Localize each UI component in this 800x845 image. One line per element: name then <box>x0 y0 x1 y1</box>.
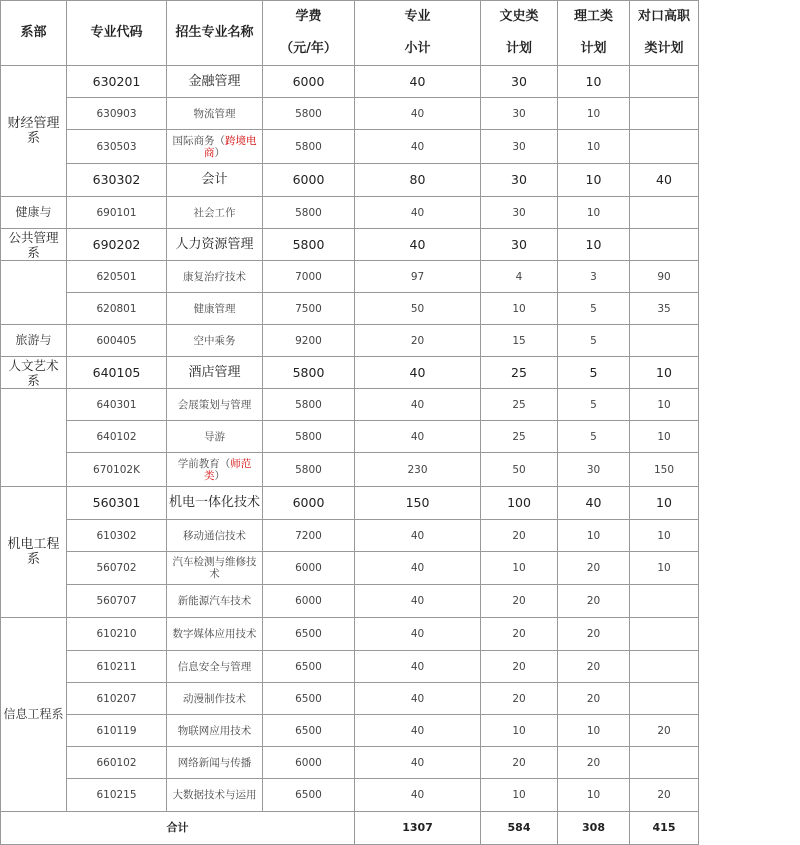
cell-code: 560301 <box>67 487 167 520</box>
cell-code: 610119 <box>67 715 167 747</box>
cell-arts: 20 <box>481 747 558 779</box>
cell-subtotal: 40 <box>355 779 481 812</box>
table-row <box>1 98 699 130</box>
cell-sci: 10 <box>558 229 630 261</box>
name-text: 动漫制作技术 <box>183 692 246 705</box>
cell-name <box>167 357 263 389</box>
header-dept: 系部 <box>1 1 67 66</box>
name-text: 物联网应用技术 <box>177 724 252 737</box>
cell-vocational: 150 <box>630 453 699 487</box>
cell-vocational: 90 <box>630 261 699 293</box>
name-text: 信息安全与管理 <box>177 660 252 673</box>
cell-name <box>167 520 263 552</box>
cell-arts: 20 <box>481 683 558 715</box>
cell-fee: 5800 <box>263 389 355 421</box>
cell-name <box>167 130 263 164</box>
dept-tourism-line2 <box>1 357 67 389</box>
name-text: 会展策划与管理 <box>177 398 252 411</box>
cell-vocational: 40 <box>630 164 699 197</box>
cell-code: 630302 <box>67 164 167 197</box>
cell-fee: 5800 <box>263 229 355 261</box>
cell-vocational: 10 <box>630 421 699 453</box>
cell-vocational <box>630 651 699 683</box>
dept-finance <box>1 66 67 197</box>
cell-subtotal: 40 <box>355 66 481 98</box>
header-vocational-line1: 对口高职 <box>637 9 690 24</box>
cell-fee: 6000 <box>263 487 355 520</box>
cell-subtotal: 40 <box>355 618 481 651</box>
name-text: 酒店管理 <box>188 364 241 380</box>
table-row <box>1 585 699 618</box>
cell-subtotal: 40 <box>355 747 481 779</box>
cell-subtotal: 40 <box>355 552 481 585</box>
cell-vocational <box>630 683 699 715</box>
cell-sci: 10 <box>558 164 630 197</box>
cell-arts: 100 <box>481 487 558 520</box>
cell-vocational: 10 <box>630 487 699 520</box>
name-text: 人力资源管理 <box>175 236 254 252</box>
name-text: 金融管理 <box>188 73 241 89</box>
name-text: 康复治疗技术 <box>183 270 246 283</box>
cell-code: 690202 <box>67 229 167 261</box>
cell-fee: 6000 <box>263 66 355 98</box>
cell-vocational: 10 <box>630 357 699 389</box>
cell-subtotal: 50 <box>355 293 481 325</box>
cell-code: 640105 <box>67 357 167 389</box>
cell-sci: 10 <box>558 520 630 552</box>
cell-sci: 20 <box>558 552 630 585</box>
header-subtotal-line1: 专业 <box>404 9 431 24</box>
table-row <box>1 261 699 293</box>
cell-fee: 6000 <box>263 164 355 197</box>
dept-health-line2 <box>1 229 67 261</box>
cell-arts: 20 <box>481 618 558 651</box>
name-text: 空中乘务 <box>193 334 236 347</box>
cell-fee: 7200 <box>263 520 355 552</box>
table-row <box>1 651 699 683</box>
cell-subtotal: 97 <box>355 261 481 293</box>
cell-code: 620501 <box>67 261 167 293</box>
header-arts-line2: 计划 <box>505 41 532 56</box>
cell-arts: 25 <box>481 389 558 421</box>
cell-name <box>167 779 263 812</box>
table-row <box>1 229 699 261</box>
dept-health-line1 <box>1 197 67 229</box>
cell-subtotal: 230 <box>355 453 481 487</box>
dept-tourism-line1 <box>1 325 67 357</box>
dept-label: 公共管理系 <box>8 229 59 260</box>
table-row <box>1 421 699 453</box>
cell-name <box>167 98 263 130</box>
cell-code: 610215 <box>67 779 167 812</box>
cell-sci: 10 <box>558 130 630 164</box>
header-code: 专业代码 <box>67 1 167 66</box>
cell-code: 560707 <box>67 585 167 618</box>
cell-arts: 25 <box>481 421 558 453</box>
name-text: 学前教育（ <box>177 457 231 470</box>
cell-name <box>167 618 263 651</box>
cell-subtotal: 40 <box>355 421 481 453</box>
table-row <box>1 487 699 520</box>
cell-subtotal: 40 <box>355 715 481 747</box>
cell-fee: 7000 <box>263 261 355 293</box>
cell-sci: 10 <box>558 779 630 812</box>
cell-name <box>167 389 263 421</box>
table-row <box>1 325 699 357</box>
cell-sci: 5 <box>558 389 630 421</box>
table-row <box>1 779 699 812</box>
name-text: 导游 <box>204 430 225 443</box>
cell-vocational <box>630 98 699 130</box>
cell-fee: 5800 <box>263 453 355 487</box>
dept-label: 信息工程系 <box>3 707 64 721</box>
header-sci-line2: 计划 <box>580 41 607 56</box>
name-text: 健康管理 <box>193 302 236 315</box>
name-text: 移动通信技术 <box>183 529 246 542</box>
dept-label: 财经管理系 <box>7 116 60 146</box>
cell-code: 670102K <box>67 453 167 487</box>
name-text: 汽车检测与维修技术 <box>172 556 257 580</box>
dept-label: 人文艺术系 <box>8 357 59 388</box>
header-row <box>1 1 699 66</box>
header-arts <box>481 1 558 66</box>
header-sci-line1: 理工类 <box>573 9 613 24</box>
cell-arts: 4 <box>481 261 558 293</box>
cell-code: 610302 <box>67 520 167 552</box>
cell-code: 660102 <box>67 747 167 779</box>
cell-arts: 25 <box>481 357 558 389</box>
header-subtotal-line2: 小计 <box>404 41 431 56</box>
cell-subtotal: 40 <box>355 683 481 715</box>
name-text: 机电一体化技术 <box>169 495 261 510</box>
cell-sci: 10 <box>558 197 630 229</box>
cell-sci: 5 <box>558 357 630 389</box>
cell-arts: 10 <box>481 293 558 325</box>
header-fee-line2: （元/年） <box>280 41 337 56</box>
table-row <box>1 164 699 197</box>
cell-code: 630903 <box>67 98 167 130</box>
cell-arts: 30 <box>481 164 558 197</box>
cell-vocational <box>630 618 699 651</box>
cell-subtotal: 40 <box>355 130 481 164</box>
name-text: 大数据技术与运用 <box>172 789 257 801</box>
name-text: 社会工作 <box>193 206 236 219</box>
cell-vocational <box>630 585 699 618</box>
cell-arts: 20 <box>481 585 558 618</box>
cell-arts: 30 <box>481 66 558 98</box>
table-row <box>1 389 699 421</box>
table-row <box>1 130 699 164</box>
cell-name <box>167 229 263 261</box>
table-row <box>1 293 699 325</box>
cell-vocational: 10 <box>630 552 699 585</box>
name-text: 物流管理 <box>193 107 236 120</box>
dept-mech <box>1 487 67 618</box>
cell-arts: 10 <box>481 715 558 747</box>
name-text: 国际商务（ <box>172 134 225 147</box>
cell-fee: 6500 <box>263 683 355 715</box>
cell-subtotal: 40 <box>355 585 481 618</box>
cell-subtotal: 40 <box>355 520 481 552</box>
cell-sci: 5 <box>558 293 630 325</box>
cell-code: 560702 <box>67 552 167 585</box>
cell-code: 640301 <box>67 389 167 421</box>
cell-subtotal: 40 <box>355 197 481 229</box>
cell-arts: 30 <box>481 98 558 130</box>
cell-vocational <box>630 229 699 261</box>
cell-sci: 5 <box>558 325 630 357</box>
cell-name <box>167 293 263 325</box>
cell-code: 610211 <box>67 651 167 683</box>
dept-health-blank <box>1 261 67 325</box>
cell-sci: 10 <box>558 715 630 747</box>
cell-arts: 15 <box>481 325 558 357</box>
cell-arts: 10 <box>481 552 558 585</box>
cell-sci: 10 <box>558 98 630 130</box>
cell-sci: 5 <box>558 421 630 453</box>
cell-sci: 20 <box>558 747 630 779</box>
cell-arts: 20 <box>481 520 558 552</box>
cell-sci: 10 <box>558 66 630 98</box>
header-fee <box>263 1 355 66</box>
table-row <box>1 357 699 389</box>
cell-subtotal: 40 <box>355 389 481 421</box>
table-row <box>1 618 699 651</box>
name-end: ） <box>214 146 225 159</box>
name-note: 跨境电商 <box>204 134 257 159</box>
cell-code: 630201 <box>67 66 167 98</box>
cell-name <box>167 747 263 779</box>
cell-arts: 10 <box>481 779 558 812</box>
cell-vocational: 10 <box>630 520 699 552</box>
cell-subtotal: 40 <box>355 98 481 130</box>
table-row <box>1 66 699 98</box>
cell-vocational: 20 <box>630 715 699 747</box>
cell-name <box>167 651 263 683</box>
cell-code: 620801 <box>67 293 167 325</box>
cell-name <box>167 421 263 453</box>
cell-vocational: 35 <box>630 293 699 325</box>
cell-vocational <box>630 747 699 779</box>
header-sci <box>558 1 630 66</box>
cell-subtotal: 20 <box>355 325 481 357</box>
total-vocational: 415 <box>630 812 699 845</box>
header-name: 招生专业名称 <box>167 1 263 66</box>
cell-code: 690101 <box>67 197 167 229</box>
cell-vocational <box>630 197 699 229</box>
cell-fee: 6500 <box>263 779 355 812</box>
cell-fee: 6500 <box>263 651 355 683</box>
name-text: 新能源汽车技术 <box>177 595 252 607</box>
table-row <box>1 747 699 779</box>
header-vocational-line2: 类计划 <box>644 41 684 56</box>
cell-fee: 6000 <box>263 552 355 585</box>
cell-vocational <box>630 66 699 98</box>
cell-fee: 5800 <box>263 197 355 229</box>
total-subtotal: 1307 <box>355 812 481 845</box>
cell-fee: 5800 <box>263 130 355 164</box>
cell-name <box>167 487 263 520</box>
table-row <box>1 520 699 552</box>
cell-code: 640102 <box>67 421 167 453</box>
cell-subtotal: 40 <box>355 651 481 683</box>
name-text: 会计 <box>201 172 228 187</box>
cell-sci: 20 <box>558 618 630 651</box>
cell-fee: 6500 <box>263 715 355 747</box>
cell-fee: 6000 <box>263 747 355 779</box>
total-arts: 584 <box>481 812 558 845</box>
cell-sci: 20 <box>558 585 630 618</box>
cell-code: 600405 <box>67 325 167 357</box>
cell-fee: 5800 <box>263 421 355 453</box>
cell-name <box>167 552 263 585</box>
total-sci: 308 <box>558 812 630 845</box>
dept-info <box>1 618 67 812</box>
cell-name <box>167 197 263 229</box>
cell-name <box>167 585 263 618</box>
cell-fee: 6000 <box>263 585 355 618</box>
name-end: ） <box>214 469 225 482</box>
cell-name <box>167 66 263 98</box>
table-row <box>1 683 699 715</box>
name-text: 网络新闻与传播 <box>177 756 252 769</box>
header-vocational <box>630 1 699 66</box>
cell-sci: 20 <box>558 683 630 715</box>
cell-arts: 20 <box>481 651 558 683</box>
table-row <box>1 453 699 487</box>
dept-label: 机电工程系 <box>7 537 60 567</box>
cell-code: 630503 <box>67 130 167 164</box>
cell-sci: 20 <box>558 651 630 683</box>
table-row <box>1 715 699 747</box>
cell-arts: 50 <box>481 453 558 487</box>
header-arts-line1: 文史类 <box>499 9 539 24</box>
cell-fee: 9200 <box>263 325 355 357</box>
cell-sci: 3 <box>558 261 630 293</box>
total-row <box>1 812 699 845</box>
cell-fee: 6500 <box>263 618 355 651</box>
cell-fee: 7500 <box>263 293 355 325</box>
cell-code: 610210 <box>67 618 167 651</box>
cell-name <box>167 261 263 293</box>
cell-vocational: 20 <box>630 779 699 812</box>
cell-vocational <box>630 325 699 357</box>
cell-fee: 5800 <box>263 357 355 389</box>
header-subtotal <box>355 1 481 66</box>
cell-arts: 30 <box>481 197 558 229</box>
cell-name <box>167 164 263 197</box>
cell-subtotal: 150 <box>355 487 481 520</box>
total-label: 合计 <box>1 812 355 845</box>
cell-code: 610207 <box>67 683 167 715</box>
cell-name <box>167 453 263 487</box>
header-fee-line1: 学费 <box>295 9 322 24</box>
cell-name <box>167 683 263 715</box>
name-text: 数字媒体应用技术 <box>172 628 257 640</box>
dept-tourism-blank <box>1 389 67 487</box>
cell-vocational: 10 <box>630 389 699 421</box>
cell-arts: 30 <box>481 229 558 261</box>
cell-vocational <box>630 130 699 164</box>
dept-label: 健康与 <box>15 205 52 219</box>
cell-sci: 30 <box>558 453 630 487</box>
cell-fee: 5800 <box>263 98 355 130</box>
cell-sci: 40 <box>558 487 630 520</box>
table-row <box>1 197 699 229</box>
cell-subtotal: 40 <box>355 357 481 389</box>
dept-label: 旅游与 <box>15 333 52 347</box>
table-row <box>1 552 699 585</box>
name-note: 师范类 <box>204 457 252 482</box>
cell-subtotal: 40 <box>355 229 481 261</box>
cell-arts: 30 <box>481 130 558 164</box>
cell-subtotal: 80 <box>355 164 481 197</box>
cell-name <box>167 715 263 747</box>
cell-name <box>167 325 263 357</box>
